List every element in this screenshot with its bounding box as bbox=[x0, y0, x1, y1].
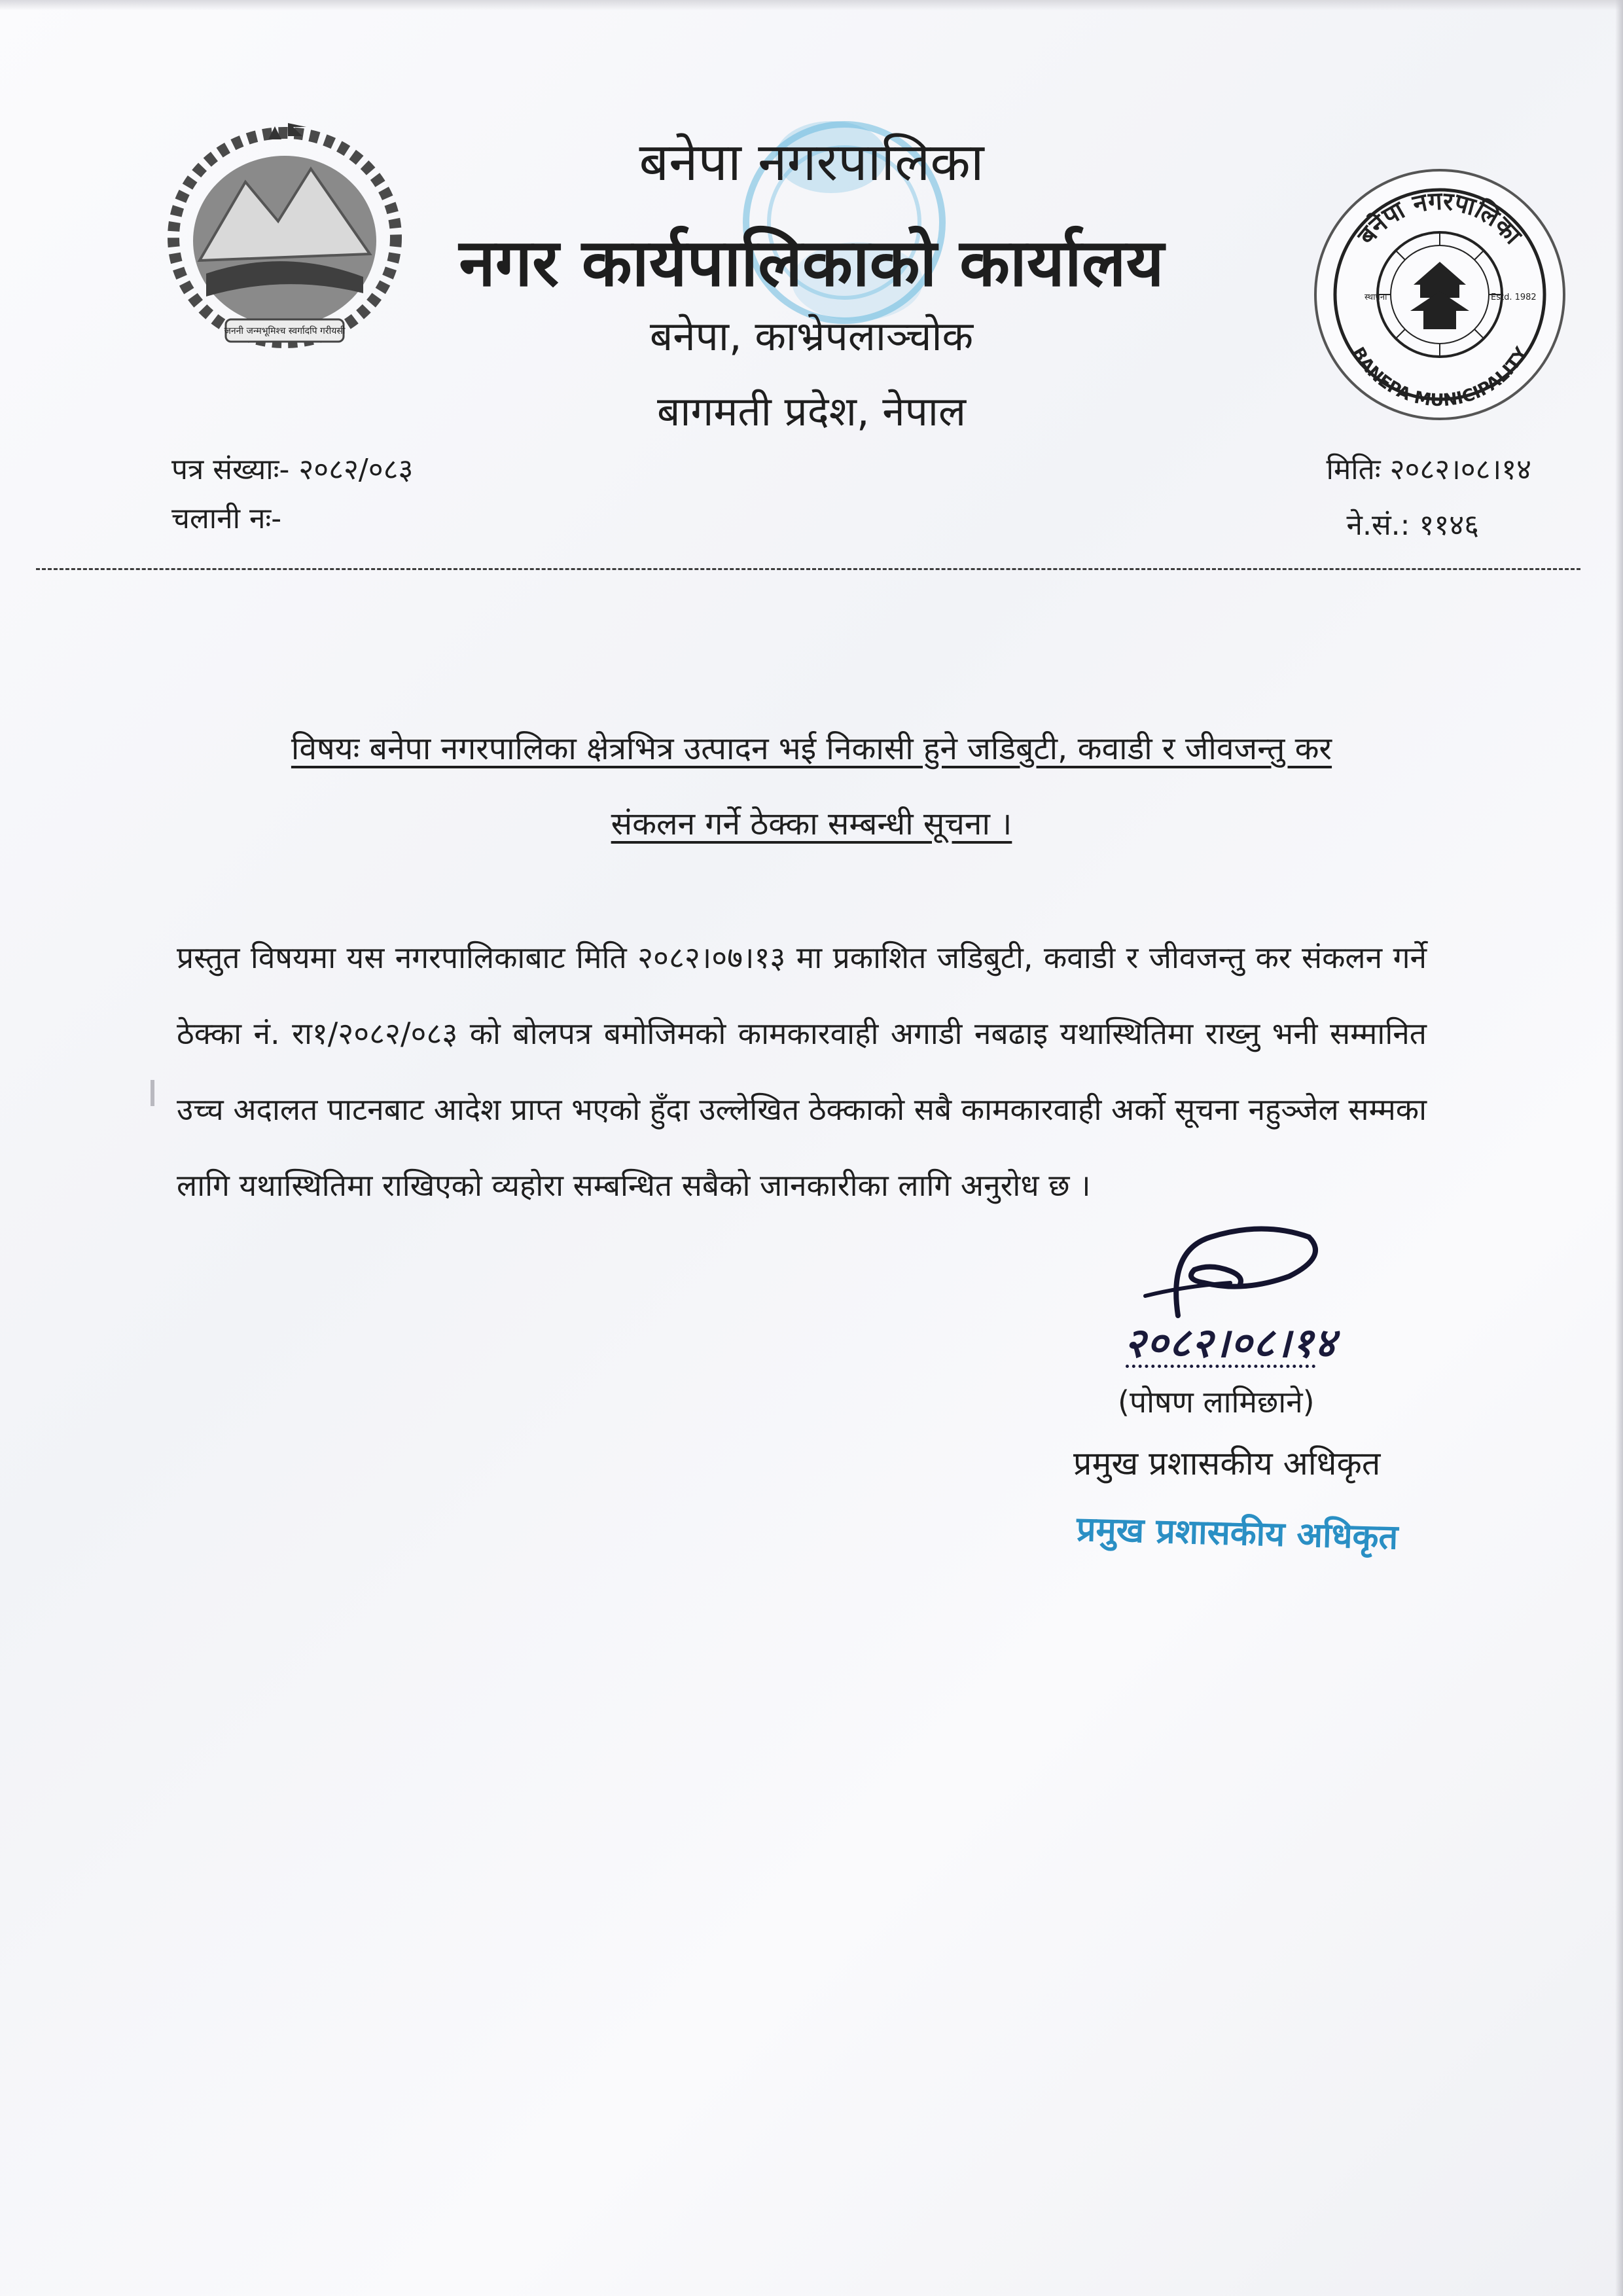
nepal-sambat-date: ने.सं.: ११४६ bbox=[1346, 509, 1479, 542]
office-address: बनेपा, काभ्रेपलाञ्चोक bbox=[649, 312, 974, 360]
emblem-ribbon-text: जननी जन्मभूमिश्च स्वर्गादपि गरीयसी bbox=[224, 326, 346, 336]
banepa-municipality-seal-icon bbox=[1302, 157, 1577, 432]
seal-top-text: बनेपा नगरपालिका bbox=[1351, 186, 1527, 250]
subject-line-1: विषयः बनेपा नगरपालिका क्षेत्रभित्र उत्पादन भई निकासी हुने जडिबुटी, कवाडी र जीवजन्तु कर bbox=[291, 730, 1332, 767]
signatory-name: (पोषण लामिछाने) bbox=[1118, 1384, 1315, 1420]
subject-line-2: संकलन गर्ने ठेक्का सम्बन्धी सूचना । bbox=[611, 806, 1012, 842]
scan-edge-top bbox=[0, 0, 1623, 10]
letter-number: पत्र संख्याः- २०८२/०८३ bbox=[171, 453, 414, 486]
signature-date: २०८२।०८।१४ bbox=[1124, 1319, 1337, 1367]
seal-right-text: Estd. 1982 bbox=[1491, 293, 1537, 302]
handwritten-signature-icon bbox=[1132, 1211, 1322, 1322]
official-rubber-stamp: प्रमुख प्रशासकीय अधिकृत bbox=[1076, 1509, 1399, 1558]
header-divider bbox=[36, 568, 1580, 570]
office-title: नगर कार्यपालिकाको कार्यालय bbox=[459, 224, 1164, 301]
office-province: बागमती प्रदेश, नेपाल bbox=[656, 387, 967, 435]
letter-date: मितिः २०८२।०८।१४ bbox=[1326, 453, 1531, 486]
municipality-name: बनेपा नगरपालिका bbox=[639, 132, 984, 192]
dispatch-number: चलानी नः- bbox=[171, 502, 282, 535]
notice-body: प्रस्तुत विषयमा यस नगरपालिकाबाट मिति २०८२।०७।१३ मा प्रकाशित जडिबुटी, कवाडी र जीवजन्तु कर संकलन गर्ने ठेक्का नं. रा१/२०८२/०८३ को बोलपत्र बमोजिमको कामकारवाही अगाडी नबढाइ यथास्थितिमा राख्नु भनी सम्मानित उच्च अदालत पाटनबाट आदेश प्राप्त भएको हुँदा उल्लेखित ठेक्काको सबै कामकारवाही अर्को सूचना नहुञ्जेल सम्मका लागि यथास्थितिमा राखिएको व्यहोरा सम्बन्धित सबैको जानकारीका लागि अनुरोध छ । bbox=[177, 940, 1427, 1203]
seal-left-text: स्थापना bbox=[1364, 293, 1387, 302]
signature-date-underline bbox=[1126, 1365, 1315, 1368]
seal-bottom-text: BANEPA MUNICIPALITY bbox=[1347, 344, 1532, 411]
scan-mark bbox=[151, 1080, 154, 1106]
signatory-title: प्रमुख प्रशासकीय अधिकृत bbox=[1073, 1444, 1381, 1482]
